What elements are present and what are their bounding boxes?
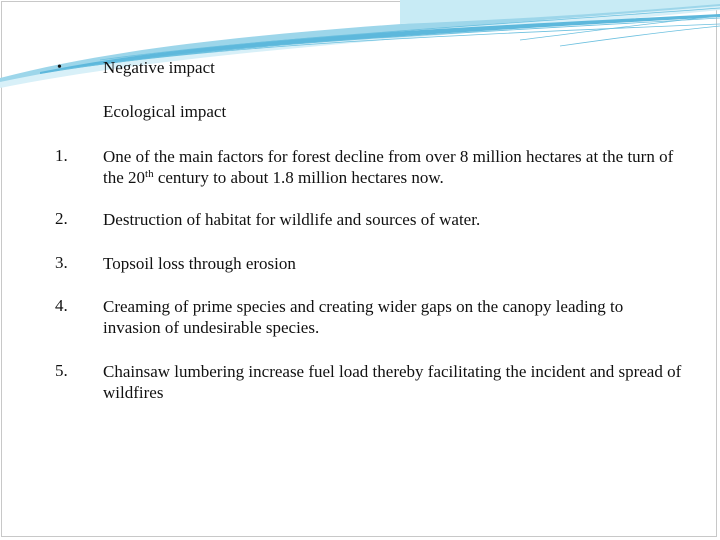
list-item-text <box>103 146 683 188</box>
superscript-th: th <box>145 167 154 180</box>
list-item-number: 4. <box>55 296 68 315</box>
list-item-number: 1. <box>55 146 68 165</box>
list-item-text-part: century to about 1.8 million hectares now. <box>153 168 444 187</box>
list-item-text: Chainsaw lumbering increase fuel load thereby facilitating the incident and spread of wildfires <box>103 362 682 402</box>
list-item-number: 2. <box>55 209 68 228</box>
list-item-text-part: One of the main factors for forest decline from over 8 million hectares at the turn of the 20 <box>103 147 674 187</box>
subheading-ecological-impact: Ecological impact <box>103 102 227 121</box>
bullet-negative-impact <box>0 58 720 82</box>
bullet-heading: Negative impact <box>103 58 215 77</box>
list-item-text: Destruction of habitat for wildlife and sources of water. <box>103 210 481 229</box>
list-item-number: 5. <box>55 361 68 380</box>
list-item-text: Topsoil loss through erosion <box>103 254 296 273</box>
list-item-text: Creaming of prime species and creating wider gaps on the canopy leading to invasion of undesirable species. <box>103 297 624 337</box>
bullet-dot: • <box>57 60 62 75</box>
list-item-number: 3. <box>55 253 68 272</box>
